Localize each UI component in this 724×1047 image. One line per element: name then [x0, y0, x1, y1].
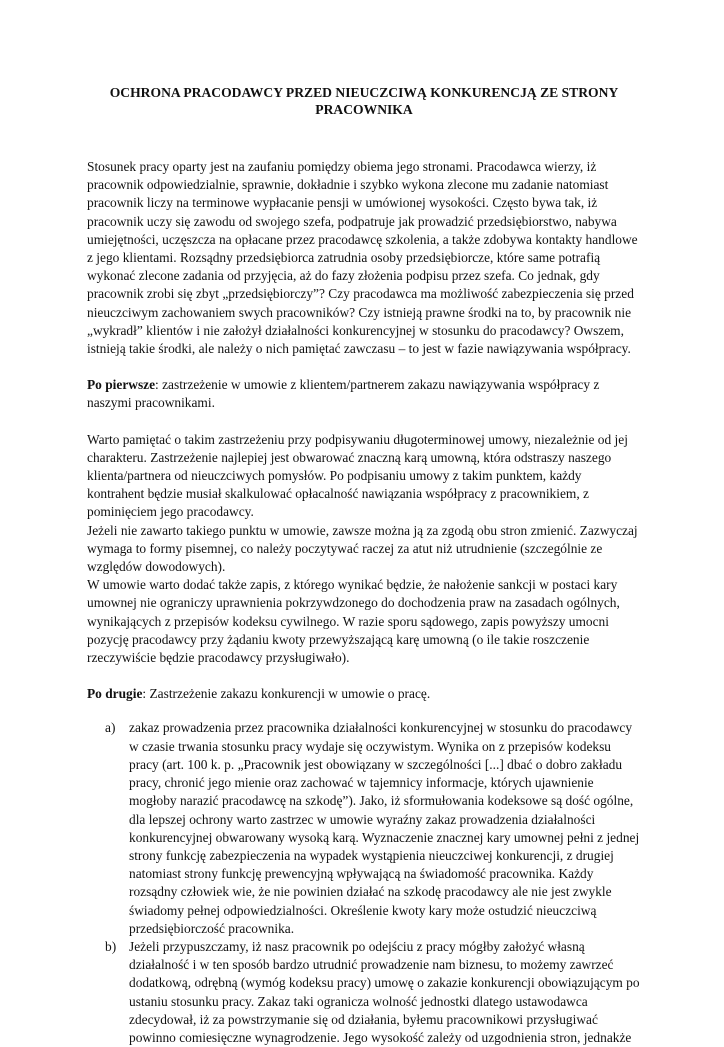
list-item: [87, 719, 641, 937]
list-item-marker: a): [105, 720, 116, 736]
first-point-label: Po pierwsze: [87, 377, 156, 393]
first-body-paragraph-3: W umowie warto dodać także zapis, z którego wynikać będzie, że nałożenie sankcji w postaci kary umownej nie ograniczy uprawnienia pokrzywdzonego do dochodzenia praw na zasadach ogólnych, wynikających z przepisów kodeksu cywilnego. W razie sporu sądowego, zapis powyższy umocni pozycję pracodawcy przy żądaniu kwoty przewyższającą karę umowną (o ile takie roszczenie rzeczywiście będzie pracodawcy przysługiwało).: [87, 577, 620, 666]
intro-paragraph: Stosunek pracy oparty jest na zaufaniu pomiędzy obiema jego stronami. Pracodawca wierzy, iż pracownik odpowiedzialnie, sprawnie, dokładnie i szybko wykona zlecone mu zadanie natomiast pracownik liczy na terminowe wypłacanie pensji w umówionej wysokości. Często bywa tak, iż pracownik uczy się zawodu od swojego szefa, podpatruje jak prowadzić przedsiębiorstwo, nabywa umiejętności, uczęszcza na opłacane przez pracodawcę szkolenia, a także zdobywa kontakty handlowe z jego klientami. Rozsądny przedsiębiorca zatrudnia osoby przedsiębiorcze, które same potrafią wykonać zlecone zadania od przyjęcia, aż do fazy złożenia podpisu przez szefa. Co jednak, gdy pracownik zrobi się zbyt „przedsiębiorczy”? Czy pracodawca ma możliwość zabezpieczenia się przed nieuczciwym zachowaniem swych pracowników? Czy istnieją prawne środki na to, by pracownik nie „wykradł” klientów i nie założył działalności konkurencyjnej w stosunku do pracodawcy? Owszem, istnieją takie środki, ale należy o nich pamiętać zawczasu – to jest w fazie nawiązywania współpracy.: [87, 159, 638, 357]
list-item-text: zakaz prowadzenia przez pracownika działalności konkurencyjnej w stosunku do pracodawcy w czasie trwania stosunku pracy wydaje się oczywistym. Wynika on z przepisów kodeksu pracy (art. 100 k. p. „Pracownik jest obowiązany w szczególności [...] dbać o dobro zakładu pracy, chronić jego mienie oraz zachować w tajemnicy informacje, których ujawnienie mogłoby narazić pracodawcę na szkodę”). Jako, iż sformułowania kodeksowe są dość ogólne, dla lepszej ochrony warto zastrzec w umowie wyraźny zakaz prowadzenia działalności konkurencyjnej obwarowany wysoką karą. Wyznaczenie znacznej kary umownej pełni z jednej strony funkcję zabezpieczenia na wypadek wystąpienia nieuczciwej konkurencji, z drugiej natomiast strony funkcję prewencyjną wpływającą na świadomość pracownika. Każdy rozsądny człowiek wie, że nie powinien działać na szkodę pracodawcy ale nie jest zwykle świadomy pełnej odpowiedzialności. Określenie kwoty kary może ostudzić nieuczciwą przedsiębiorczość pracownika.: [129, 720, 640, 936]
second-point-heading: [87, 685, 641, 703]
first-point-heading: [87, 376, 641, 412]
first-body-paragraph-2: Jeżeli nie zawarto takiego punktu w umowie, zawsze można ją za zgodą obu stron zmienić. Zazwyczaj wymaga to formy pisemnej, co należy poczytywać raczej za atut niż utrudnienie (szczególnie ze względów dowodowych).: [87, 522, 638, 575]
list-item-marker: b): [105, 938, 117, 954]
list-item: [87, 938, 641, 1047]
second-point-label: Po drugie: [87, 686, 143, 702]
second-point-text: : Zastrzeżenie zakazu konkurencji w umowie o pracę.: [142, 686, 431, 702]
list-item-text: Jeżeli przypuszczamy, iż nasz pracownik po odejściu z pracy mógłby założyć własną działalność i w ten sposób bardzo utrudnić prowadzenie nam biznesu, to możemy zawrzeć dodatkową, odrębną (wymóg kodeksu pracy) umowę o zakazie konkurencji obowiązującym po ustaniu stosunku pracy. Zakaz taki ogranicza wolność jednostki dlatego ustawodawca zdecydował, iż za powstrzymanie się od działania, byłemu pracownikowi przysługiwać powinno comiesięczne wynagrodzenie. Jego wysokość zależy od uzgodnienia stron, jednakże: [129, 938, 640, 1045]
second-point-list: [87, 719, 641, 1047]
document-title: OCHRONA PRACODAWCY PRZED NIEUCZCIWĄ KONKURENCJĄ ZE STRONY PRACOWNIKA: [109, 85, 619, 117]
first-point-text: : zastrzeżenie w umowie z klientem/partnerem zakazu nawiązywania współpracy z naszymi pracownikami.: [87, 377, 600, 411]
first-body-paragraph-1: Warto pamiętać o takim zastrzeżeniu przy podpisywaniu długoterminowej umowy, niezależnie od jej charakteru. Zastrzeżenie najlepiej jest obwarować znaczną karą umowną, która odstraszy naszego klienta/partnera od nieuczciwych pomysłów. Po podpisaniu umowy z takim punktem, każdy kontrahent będzie musiał skalkulować opłacalność nawiązania współpracy z pracownikiem, z pominięciem jego pracodawcy.: [87, 431, 628, 520]
